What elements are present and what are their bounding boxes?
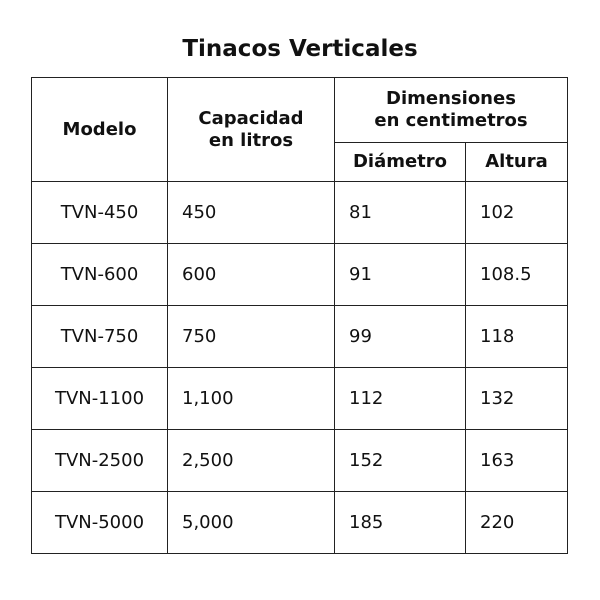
table-row	[32, 368, 568, 430]
cell-diameter: 81	[335, 182, 466, 244]
cell-capacity: 5,000	[168, 492, 335, 554]
cell-model: TVN-600	[32, 244, 168, 306]
cell-model: TVN-750	[32, 306, 168, 368]
cell-capacity: 750	[168, 306, 335, 368]
cell-height: 220	[466, 492, 568, 554]
page-title: Tinacos Verticales	[182, 36, 418, 62]
header-capacity-line2: en litros	[208, 129, 294, 151]
cell-height: 163	[466, 430, 568, 492]
header-capacity-line1: Capacidad	[198, 107, 304, 129]
table-row	[32, 182, 568, 244]
cell-diameter: 91	[335, 244, 466, 306]
cell-capacity: 1,100	[168, 368, 335, 430]
header-diameter: Diámetro	[335, 143, 466, 182]
cell-diameter: 152	[335, 430, 466, 492]
cell-height: 108.5	[466, 244, 568, 306]
table-row	[32, 306, 568, 368]
header-dimensions-line2: en centimetros	[374, 110, 528, 131]
cell-diameter: 99	[335, 306, 466, 368]
table-row	[32, 244, 568, 306]
cell-model: TVN-450	[32, 182, 168, 244]
header-dimensions	[335, 78, 568, 143]
cell-height: 132	[466, 368, 568, 430]
cell-capacity: 2,500	[168, 430, 335, 492]
header-model: Modelo	[32, 78, 168, 182]
table-row	[32, 430, 568, 492]
cell-model: TVN-1100	[32, 368, 168, 430]
spec-table	[31, 77, 568, 554]
cell-height: 118	[466, 306, 568, 368]
header-capacity	[168, 78, 335, 182]
header-height: Altura	[466, 143, 568, 182]
cell-model: TVN-5000	[32, 492, 168, 554]
cell-diameter: 185	[335, 492, 466, 554]
header-dimensions-line1: Dimensiones	[386, 88, 516, 109]
table-row	[32, 492, 568, 554]
cell-capacity: 600	[168, 244, 335, 306]
cell-capacity: 450	[168, 182, 335, 244]
cell-height: 102	[466, 182, 568, 244]
cell-diameter: 112	[335, 368, 466, 430]
cell-model: TVN-2500	[32, 430, 168, 492]
